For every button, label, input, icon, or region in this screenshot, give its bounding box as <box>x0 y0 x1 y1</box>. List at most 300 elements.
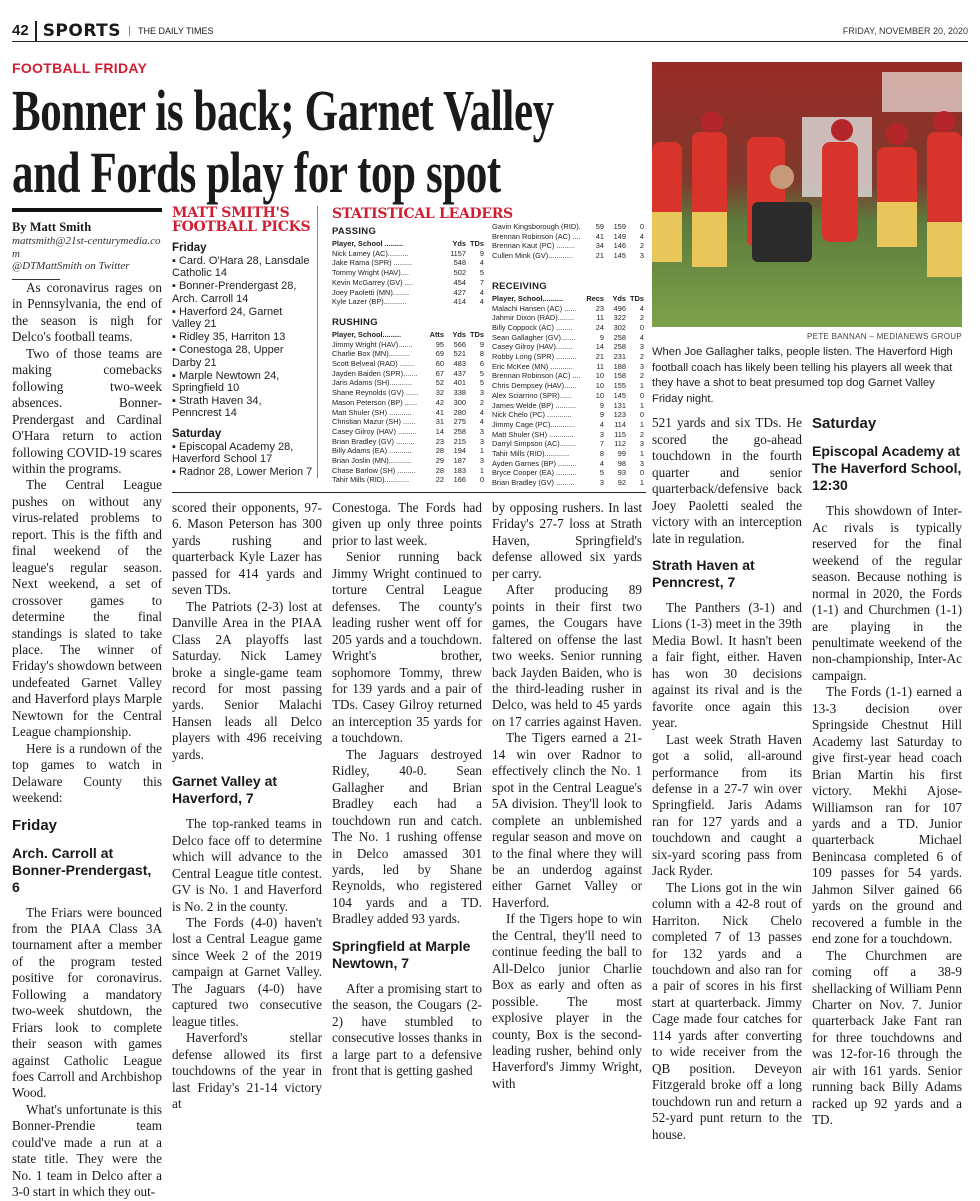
stats-section-title: PASSING <box>332 226 377 237</box>
spacer <box>332 307 484 317</box>
stats-cell: Tommy Wright (HAV).... <box>332 268 409 278</box>
stats-cell: 98 <box>617 458 626 468</box>
page-number: 42 <box>12 22 29 39</box>
stats-cell: Scott Belveal (RAD) ....... <box>332 359 415 369</box>
stats-cell: 28 <box>435 465 444 475</box>
stats-cell: 302 <box>613 322 626 332</box>
paragraph: The Central League pushes on without any virus-related problems to report. This is the fifth and final weekend of the league's regular season. Next weekend, a set of crossover games to determine the final standings is slated to take place. The winner of Friday's showdown between undefeated Garnet Valley and Haverford plays Marple Newtown for the Central League championship. <box>12 477 162 740</box>
stats-row <box>332 417 484 427</box>
stats-cell: 159 <box>613 222 626 231</box>
stats-cell: 28 <box>435 446 444 456</box>
stats-cell: 69 <box>435 349 444 359</box>
paragraph: 521 yards and six TDs. He scored the go-ahead touchdown in the fourth quarter and senior quarterback/defensive back Joey Paoletti sealed the victory with an interception late in regulation. <box>652 415 802 546</box>
column-header: Player, School.......... <box>492 293 564 303</box>
stats-cell: 5 <box>479 268 484 278</box>
stats-cell: Jaris Adams (SH)........... <box>332 378 413 388</box>
stats-row <box>332 369 484 379</box>
author-email[interactable]: mattsmith@21st-centurymedia.com <box>12 235 161 260</box>
stats-cell: 5 <box>479 378 484 388</box>
stats-cell: 215 <box>453 436 466 446</box>
team-photo <box>652 62 962 327</box>
stats-row <box>332 258 484 268</box>
stats-cell: 454 <box>453 277 466 287</box>
stats-cell: 11 <box>596 361 604 371</box>
stats-cell: 95 <box>435 339 444 349</box>
stats-row <box>492 304 644 314</box>
stats-cell: 155 <box>613 381 626 391</box>
paragraph: The Fords (4-0) haven't lost a Central League game since Week 2 of the 2019 campaign at Garnet Valley. The Jaguars (4-0) have captured two consecutive league titles. <box>172 914 322 1029</box>
divider <box>172 492 646 493</box>
issue-date: FRIDAY, NOVEMBER 20, 2020 <box>842 25 968 36</box>
pick-item: ▪ Conestoga 28, Upper Darby 21 <box>172 344 313 368</box>
stats-cell: James Welde (BP) .......... <box>492 400 577 410</box>
paragraph: The Churchmen are coming off a 38-9 shellacking of William Penn Charter on Nov. 7. Junior quarterback Jake Fant ran for three touchdowns and was 12-for-16 through the air with 161 yards. Senior running back Billy Adams racked up 92 yards and a TD. <box>812 947 962 1128</box>
stats-row <box>332 297 484 307</box>
stats-cell: 3 <box>639 342 644 352</box>
stats-title: STATISTICAL LEADERS <box>332 206 513 222</box>
section-name: SPORTS <box>35 21 121 41</box>
stats-row <box>492 342 644 352</box>
paragraph: If the Tigers hope to win the Central, they'll need to continue feeding the ball to All-Delco junior Charlie Box as early and often as possible. The most explosive player in the county, Box is the second-leading rusher, behind only Haverford's Jimmy Wright, with <box>492 911 642 1091</box>
stats-cell: Ayden Garnes (BP) ......... <box>492 458 577 468</box>
pick-item: ▪ Episcopal Academy 28, Haverford School 17 <box>172 441 313 465</box>
stats-cell: 99 <box>617 449 626 459</box>
paragraph: The top-ranked teams in Delco face off to determine which will advance to the Central League title contest. GV is No. 1 and Haverford is No. 2 in the county. <box>172 816 322 914</box>
stats-cell: 11 <box>596 313 604 323</box>
stats-cell: Jimmy Wright (HAV)....... <box>332 339 413 349</box>
paper-name: THE DAILY TIMES <box>129 26 214 36</box>
headline <box>12 80 678 204</box>
stats-cell: 4 <box>599 419 604 429</box>
stats-header-row <box>492 294 644 304</box>
stats-cell: Jimmy Cage (PC)............ <box>492 419 575 429</box>
stats-cell: Mason Peterson (BP) ...... <box>332 397 418 407</box>
paragraph: What's unfortunate is this Bonner-Prendie team could've made a run at a state title. They were the No. 1 team in Delco after a 3-0 start in which they out- <box>12 1101 162 1200</box>
stats-cell: 3 <box>639 251 644 261</box>
stats-cell: Casey Gilroy (HAV) ......... <box>332 426 417 436</box>
stats-row <box>332 278 484 288</box>
day-heading: Saturday <box>812 415 877 433</box>
stats-cell: 231 <box>613 352 626 362</box>
game-heading: Garnet Valley at Haverford, 7 <box>172 773 278 807</box>
stats-cell: 2 <box>479 397 484 407</box>
stats-cell: 4 <box>479 258 484 268</box>
stats-cell: 0 <box>639 410 644 420</box>
right-columns <box>652 415 964 1143</box>
stats-cell: Joey Paoletti (MN)........ <box>332 287 410 297</box>
column-header: TDs <box>630 293 644 303</box>
stats-cell: 4 <box>639 231 644 241</box>
pick-item: ▪ Strath Haven 34, Penncrest 14 <box>172 395 313 419</box>
stats-cell: 1 <box>479 446 484 456</box>
stats-cell: 149 <box>613 231 626 241</box>
stats-cell: Kyle Lazer (BP)........... <box>332 297 407 307</box>
paragraph: Conestoga. The Fords had given up only three points prior to last week. <box>332 500 482 548</box>
kicker: FOOTBALL FRIDAY <box>12 60 148 76</box>
stats-cell: 194 <box>453 446 466 456</box>
stats-cell: 3 <box>639 439 644 449</box>
stats-cell: 258 <box>613 342 626 352</box>
stats-row <box>492 410 644 420</box>
stats-cell: 9 <box>479 248 484 258</box>
picks-day-heading: Saturday <box>172 427 222 440</box>
stats-cell: 0 <box>639 390 644 400</box>
stats-cell: 41 <box>595 231 604 241</box>
stats-cell: 4 <box>639 303 644 313</box>
photo-caption: When Joe Gallagher talks, people listen. The Haverford High football coach has likely been telling his players all week that they have a shot to beat presumed top dog Garnet Valley Friday night. <box>652 346 953 405</box>
stats-cell: 4 <box>599 458 604 468</box>
game-heading: Arch. Carroll at Bonner-Prendergast, 6 <box>12 844 152 895</box>
stats-cell: Billy Coppock (AC) ........ <box>492 322 573 332</box>
pick-item: ▪ Haverford 24, Garnet Valley 21 <box>172 306 313 330</box>
stats-cell: 300 <box>453 397 466 407</box>
stats-cell: 275 <box>453 417 466 427</box>
stats-cell: 258 <box>453 426 466 436</box>
column-header: Player, School ......... <box>332 239 404 248</box>
pick-item: ▪ Bonner-Prendergast 28, Arch. Carroll 14 <box>172 280 313 304</box>
stats-cell: 1 <box>639 478 644 488</box>
paragraph: After a promising start to the season, the Cougars (2-2) have stumbled to consecutive losses thanks in a large part to a defensive front that is getting gashed <box>332 980 482 1079</box>
stats-cell: 9 <box>599 410 604 420</box>
stats-cell: 3 <box>479 456 484 466</box>
stats-cell: 2 <box>639 241 644 251</box>
stats-cell: 145 <box>613 390 626 400</box>
column-header: Yds <box>452 239 466 248</box>
stats-cell: 0 <box>639 222 644 231</box>
stats-cell: Cullen Mink (GV)............ <box>492 251 573 261</box>
page-header <box>12 20 968 42</box>
stats-cell: 1157 <box>450 248 466 258</box>
stats-cell: 14 <box>435 426 444 436</box>
stats-cell: 0 <box>639 468 644 478</box>
stats-cell <box>424 268 444 278</box>
stats-cell: 14 <box>595 342 604 352</box>
stats-row <box>332 388 484 398</box>
stats-cell: Jake Rama (SPR) ......... <box>332 258 413 268</box>
pick-item: ▪ Marple Newtown 24, Springfield 10 <box>172 370 313 394</box>
stats-row <box>492 313 644 323</box>
author-name: By Matt Smith <box>12 220 92 234</box>
picks-title: MATT SMITH'S FOOTBALL PICKS <box>172 205 311 235</box>
stats-cell: 9 <box>599 400 604 410</box>
stats-cell: 5 <box>479 368 484 378</box>
stats-cell: Casey Gilroy (HAV)........ <box>492 342 573 352</box>
stats-cell: 114 <box>614 419 626 429</box>
stats-cell <box>424 288 444 298</box>
stats-cell: 566 <box>453 339 466 349</box>
stats-row <box>492 420 644 430</box>
stats-row <box>492 391 644 401</box>
stats-cell: 8 <box>479 349 484 359</box>
game-heading: Springfield at Marple Newtown, 7 <box>332 937 471 971</box>
stats-cell: 60 <box>435 359 444 369</box>
byline <box>12 208 162 280</box>
stats-row <box>332 398 484 408</box>
stats-cell: 3 <box>639 458 644 468</box>
photo-credit: PETE BANNAN – MEDIANEWS GROUP <box>807 332 962 341</box>
stats-cell: 3 <box>479 436 484 446</box>
paragraph: Haverford's stellar defense allowed its first touchdowns of the year in last Friday's 21-14 victory at <box>172 1030 322 1111</box>
paragraph: by opposing rushers. In last Friday's 27-7 loss at Strath Haven, Springfield's defense allowed six yards per carry. <box>492 500 642 581</box>
stats-cell: 131 <box>613 400 626 410</box>
column-header: Atts <box>429 329 444 339</box>
stats-row <box>332 437 484 447</box>
stats-cell: Malachi Hansen (AC) ...... <box>492 303 577 313</box>
stats-cell: 3 <box>639 361 644 371</box>
headline-line: and Fords play for top spot <box>12 140 501 205</box>
stats-row <box>492 222 644 232</box>
stats-header-row <box>332 330 484 340</box>
stats-cell: Chase Barlow (SH) ......... <box>332 465 416 475</box>
stats-cell: Jayden Baiden (SPR)....... <box>332 368 418 378</box>
stats-row <box>492 459 644 469</box>
column-header <box>424 239 444 249</box>
stats-cell: 42 <box>435 397 444 407</box>
stats-cell: Brennan Robinson (AC) .... <box>492 231 581 241</box>
stats-cell: 8 <box>599 449 604 459</box>
stats-cell: 10 <box>595 381 604 391</box>
stats-cell: 1 <box>639 419 644 429</box>
stats-cell: 258 <box>613 332 626 342</box>
stats-cell <box>424 258 444 268</box>
game-heading: Strath Haven at Penncrest, 7 <box>652 557 755 590</box>
paragraph: The Patriots (2-3) lost at Danville Area in the PIAA Class 2A playoffs last Saturday. Nick Lamey broke a single-game team record for most passing yards. Senior Malachi Hansen leads all Delco players with 496 receiving yards. <box>172 598 322 762</box>
stats-cell: 34 <box>595 241 604 251</box>
paragraph: After producing 89 points in their first two games, the Cougars have faltered on offense the last two weeks. Senior running back Jayden Baiden, who is the third-leading rusher in Delco, was held to 45 yards on 17 carries against Haven. <box>492 582 642 729</box>
stats-cell: 41 <box>435 407 444 417</box>
stats-cell: 92 <box>617 478 626 488</box>
article-column-2 <box>172 500 322 1112</box>
stats-cell: Chris Dempsey (HAV)...... <box>492 381 577 391</box>
stats-cell: Matt Shuler (SH) ............ <box>492 429 574 439</box>
article-column-6 <box>812 415 962 1143</box>
stats-cell: 4 <box>479 287 484 297</box>
stats-row <box>492 251 644 261</box>
stats-cell: Brennan Kaut (PC) ......... <box>492 241 575 251</box>
stats-cell: 4 <box>479 417 484 427</box>
stats-row <box>492 401 644 411</box>
stats-cell: 7 <box>599 439 604 449</box>
stats-cell: Matt Shuler (SH) ........... <box>332 407 412 417</box>
stats-cell: Brennan Robinson (AC) .... <box>492 371 581 381</box>
author-twitter[interactable]: @DTMattSmith on Twitter <box>12 260 130 272</box>
stats-cell: 521 <box>453 349 466 359</box>
stats-row <box>492 362 644 372</box>
headline-line: Bonner is back; Garnet Valley <box>12 78 554 143</box>
stats-row <box>492 439 644 449</box>
stats-cell: 322 <box>613 313 626 323</box>
stats-cell: 1 <box>479 465 484 475</box>
stats-row <box>492 352 644 362</box>
stats-header-row <box>332 239 484 249</box>
spacer <box>492 261 644 281</box>
stats-cell: 32 <box>435 388 444 398</box>
stats-row <box>492 468 644 478</box>
stats-cell: 1 <box>639 449 644 459</box>
stats-table-left <box>332 226 484 485</box>
day-heading: Friday <box>12 816 58 834</box>
stats-cell: 3 <box>479 426 484 436</box>
stats-cell: 123 <box>613 410 626 420</box>
stats-cell: 22 <box>435 475 444 485</box>
stats-cell: Robby Long (SPR) .......... <box>492 352 577 362</box>
stats-cell: Shane Reynolds (GV) ...... <box>332 388 419 398</box>
stats-row <box>492 323 644 333</box>
stats-row <box>492 449 644 459</box>
stats-row <box>332 466 484 476</box>
paragraph: Here is a rundown of the top games to watch in Delaware County this weekend: <box>12 740 162 806</box>
stats-cell: 93 <box>617 468 626 478</box>
stats-cell: 115 <box>614 429 626 439</box>
stats-row <box>332 408 484 418</box>
stats-cell: 9 <box>599 332 604 342</box>
paragraph: scored their opponents, 97-6. Mason Peterson has 300 yards rushing and quarterback Kyle Lazer has passed for 414 yards and seven TDs. <box>172 500 322 598</box>
stats-cell: 0 <box>639 322 644 332</box>
paragraph: This showdown of Inter-Ac rivals is typically reserved for the final weekend of the regular season. Because nothing is normal in 2020, the Fords (1-1) and Churchmen (1-1) are playing in the penultimate weekend of the non-championship, Inter-Ac campaign. <box>812 503 962 683</box>
stats-cell: Nick Chelo (PC) ............ <box>492 410 572 420</box>
stats-row <box>332 349 484 359</box>
stats-cell: 5 <box>599 468 604 478</box>
stats-row <box>492 478 644 488</box>
stats-cell: 483 <box>453 359 466 369</box>
paragraph: As coronavirus rages on in Pennsylvania, the end of the season is nigh for Delco's football teams. <box>12 280 162 345</box>
stats-cell: Darryl Simpson (AC)........ <box>492 439 577 449</box>
stats-cell: 188 <box>613 361 626 371</box>
stats-cell: 2 <box>639 371 644 381</box>
paragraph: Senior running back Jimmy Wright continued to torture Central League defenses. The county's leading rusher went off for 205 yards and a touchdown. Wright's brother, sophomore Tommy, threw for 139 yards and a pair of TDs. Casey Gilroy returned an interception 35 yards for a touchdown. <box>332 549 482 746</box>
paragraph: The Fords (1-1) earned a 13-3 decision over Springside Chestnut Hill Academy last Saturday to give first-year head coach Brian Martin his first victory. Mekhi Ajose-Williamson ran for 107 yards and a TD. Junior quarterback Michael Benincasa completed 6 of 109 passes for 54 yards. Jahmon Silver gained 66 yards on the ground and recovered a fumble in the end zone for a touchdown. <box>812 684 962 947</box>
article-column-3 <box>332 500 482 1080</box>
stats-row <box>332 288 484 298</box>
paragraph: The Lions got in the win column with a 42-8 rout of Harriton. Nick Chelo completed 7 of 13 passes for 132 yards and a touchdown and also ran for a pair of scores in his first start at quarterback. Jimmy Cage made four catches for 114 yards after converting to wide receiver from the QB position. Deveyon Fitzgerald broke off a long touchdown run and return a 52-yard punt return to the house. <box>652 879 802 1142</box>
stats-cell: 0 <box>479 475 484 485</box>
stats-row <box>332 475 484 485</box>
stats-row <box>492 430 644 440</box>
stats-cell: 24 <box>595 322 604 332</box>
stats-cell <box>424 297 444 307</box>
paragraph: The Jaguars destroyed Ridley, 40-0. Sean Gallagher and Brian Bradley each had a touchdown run and catch. The No. 1 rushing offense in Delco amassed 301 yards, led by Shane Reynolds, who registered 104 yards and a TD. Bradley added 93 yards. <box>332 746 482 927</box>
stats-cell: 548 <box>453 258 466 268</box>
stats-cell: 112 <box>614 439 626 449</box>
stats-cell: 10 <box>595 371 604 381</box>
stats-row <box>492 381 644 391</box>
stats-cell: 59 <box>595 222 604 231</box>
stats-row <box>492 333 644 343</box>
pick-item: ▪ Card. O'Hara 28, Lansdale Catholic 14 <box>172 255 313 279</box>
stats-cell: Nick Lamey (AC).......... <box>332 248 409 258</box>
stats-cell: 52 <box>435 378 444 388</box>
column-header: TDs <box>470 239 484 248</box>
stats-cell: 496 <box>613 303 626 313</box>
stats-cell: 187 <box>453 456 466 466</box>
stats-cell: 338 <box>453 388 466 398</box>
stats-cell: 9 <box>479 339 484 349</box>
stats-cell: 67 <box>435 368 444 378</box>
stats-cell: 4 <box>479 407 484 417</box>
paragraph: The Friars were bounced from the PIAA Class 3A tournament after a member of the program tested positive for coronavirus. Following a mandatory two-week shutdown, the Friars look to complete their season with games against Catholic League foes Carroll and Archbishop Wood. <box>12 904 162 1101</box>
football-picks-box <box>172 206 318 478</box>
column-header: TDs <box>470 329 484 339</box>
stats-cell: Sean Gallagher (GV)....... <box>492 332 576 342</box>
stats-cell: 146 <box>613 241 626 251</box>
stats-cell: 166 <box>453 475 466 485</box>
stats-cell: Tahir Mills (RID)............ <box>492 449 570 459</box>
stats-cell: 401 <box>453 378 466 388</box>
stats-cell: 280 <box>453 407 466 417</box>
paragraph: Two of those teams are making comebacks following two-week absences. Bonner-Prendergast and Cardinal O'Hara return to action following COVID-19 scares within the programs. <box>12 345 162 476</box>
stats-cell: 31 <box>435 417 444 427</box>
stats-row <box>332 378 484 388</box>
stats-cell: 6 <box>479 359 484 369</box>
stats-cell: 2 <box>639 352 644 362</box>
stats-row <box>492 232 644 242</box>
stats-cell: Kevin McGarrey (GV) .... <box>332 277 413 287</box>
stats-row <box>332 456 484 466</box>
article-column-1 <box>12 280 162 1201</box>
stats-cell: 4 <box>639 332 644 342</box>
stats-table-right <box>492 222 644 488</box>
stats-cell: Tahir Mills (RID)............ <box>332 475 410 485</box>
stats-cell: Alex Sciarrino (SPR)...... <box>492 390 573 400</box>
stats-cell: 502 <box>453 268 466 278</box>
stats-cell: 145 <box>613 251 626 261</box>
stats-cell: 158 <box>613 371 626 381</box>
stats-cell <box>424 249 444 259</box>
column-header: Player, School......... <box>332 329 402 339</box>
stats-row <box>492 371 644 381</box>
stats-section-title: RECEIVING <box>492 280 547 292</box>
stats-cell: Brian Bradley (GV) ......... <box>332 436 415 446</box>
stats-row <box>332 446 484 456</box>
paragraph: The Panthers (3-1) and Lions (1-3) meet in the 39th Media Bowl. It hasn't been a fair fight, either. Haven has won 30 decisions against its rival and is the favorite once again this year. <box>652 600 802 731</box>
stats-cell: 10 <box>595 390 604 400</box>
stats-cell: 183 <box>453 465 466 475</box>
column-header: Yds <box>452 329 466 339</box>
stats-cell: Jahmir Dixon (RAD)........ <box>492 313 575 323</box>
stats-cell: Christian Mazur (SH) ...... <box>332 417 416 427</box>
column-header: Yds <box>612 293 626 303</box>
stats-cell: Billy Adams (EA) ........... <box>332 446 412 456</box>
paragraph: Last week Strath Haven got a solid, all-around performance from its defense in a 27-7 win over Springfield. Jaris Adams ran for 127 yards and a touchdown and caught a six-yard scoring pass from Jack Ryder. <box>652 731 802 879</box>
stats-row <box>332 249 484 259</box>
stats-cell: 21 <box>595 352 604 362</box>
stats-cell: Gavin Kingsborough (RID). <box>492 222 581 231</box>
stats-cell: Eric McKee (MN) ........... <box>492 361 573 371</box>
stats-cell: 7 <box>479 277 484 287</box>
column-header: Recs <box>586 293 604 303</box>
stats-cell: 1 <box>639 400 644 410</box>
paragraph: The Tigers earned a 21-14 win over Radnor to effectively clinch the No. 1 spot in the Central League's 5A division. They'll look to complete an unblemished regular season and move on to the final where they will be an underdog against either Garnet Valley or Haverford. <box>492 730 642 910</box>
stats-cell: 4 <box>479 297 484 307</box>
article-column-4 <box>492 500 642 1092</box>
stats-cell: Charlie Box (MN).......... <box>332 349 410 359</box>
pick-item: ▪ Ridley 35, Harriton 13 <box>172 331 313 343</box>
stats-cell: 3 <box>599 429 604 439</box>
stats-cell: 437 <box>453 368 466 378</box>
stats-cell: 23 <box>595 303 604 313</box>
stats-cell: 3 <box>479 388 484 398</box>
right-block <box>652 345 964 1143</box>
stats-cell: 21 <box>595 251 604 261</box>
stats-cell: Brian Joslin (MN)........... <box>332 456 412 466</box>
stats-cell: Brian Bradley (GV) ......... <box>492 478 575 488</box>
stats-section-title: RUSHING <box>332 316 378 328</box>
stats-cell: 2 <box>639 429 644 439</box>
stats-cell: 3 <box>599 478 604 488</box>
stats-row <box>332 359 484 369</box>
game-heading: Episcopal Academy at The Haverford School, 12:30 <box>812 443 962 494</box>
stats-cell: 1 <box>639 381 644 391</box>
